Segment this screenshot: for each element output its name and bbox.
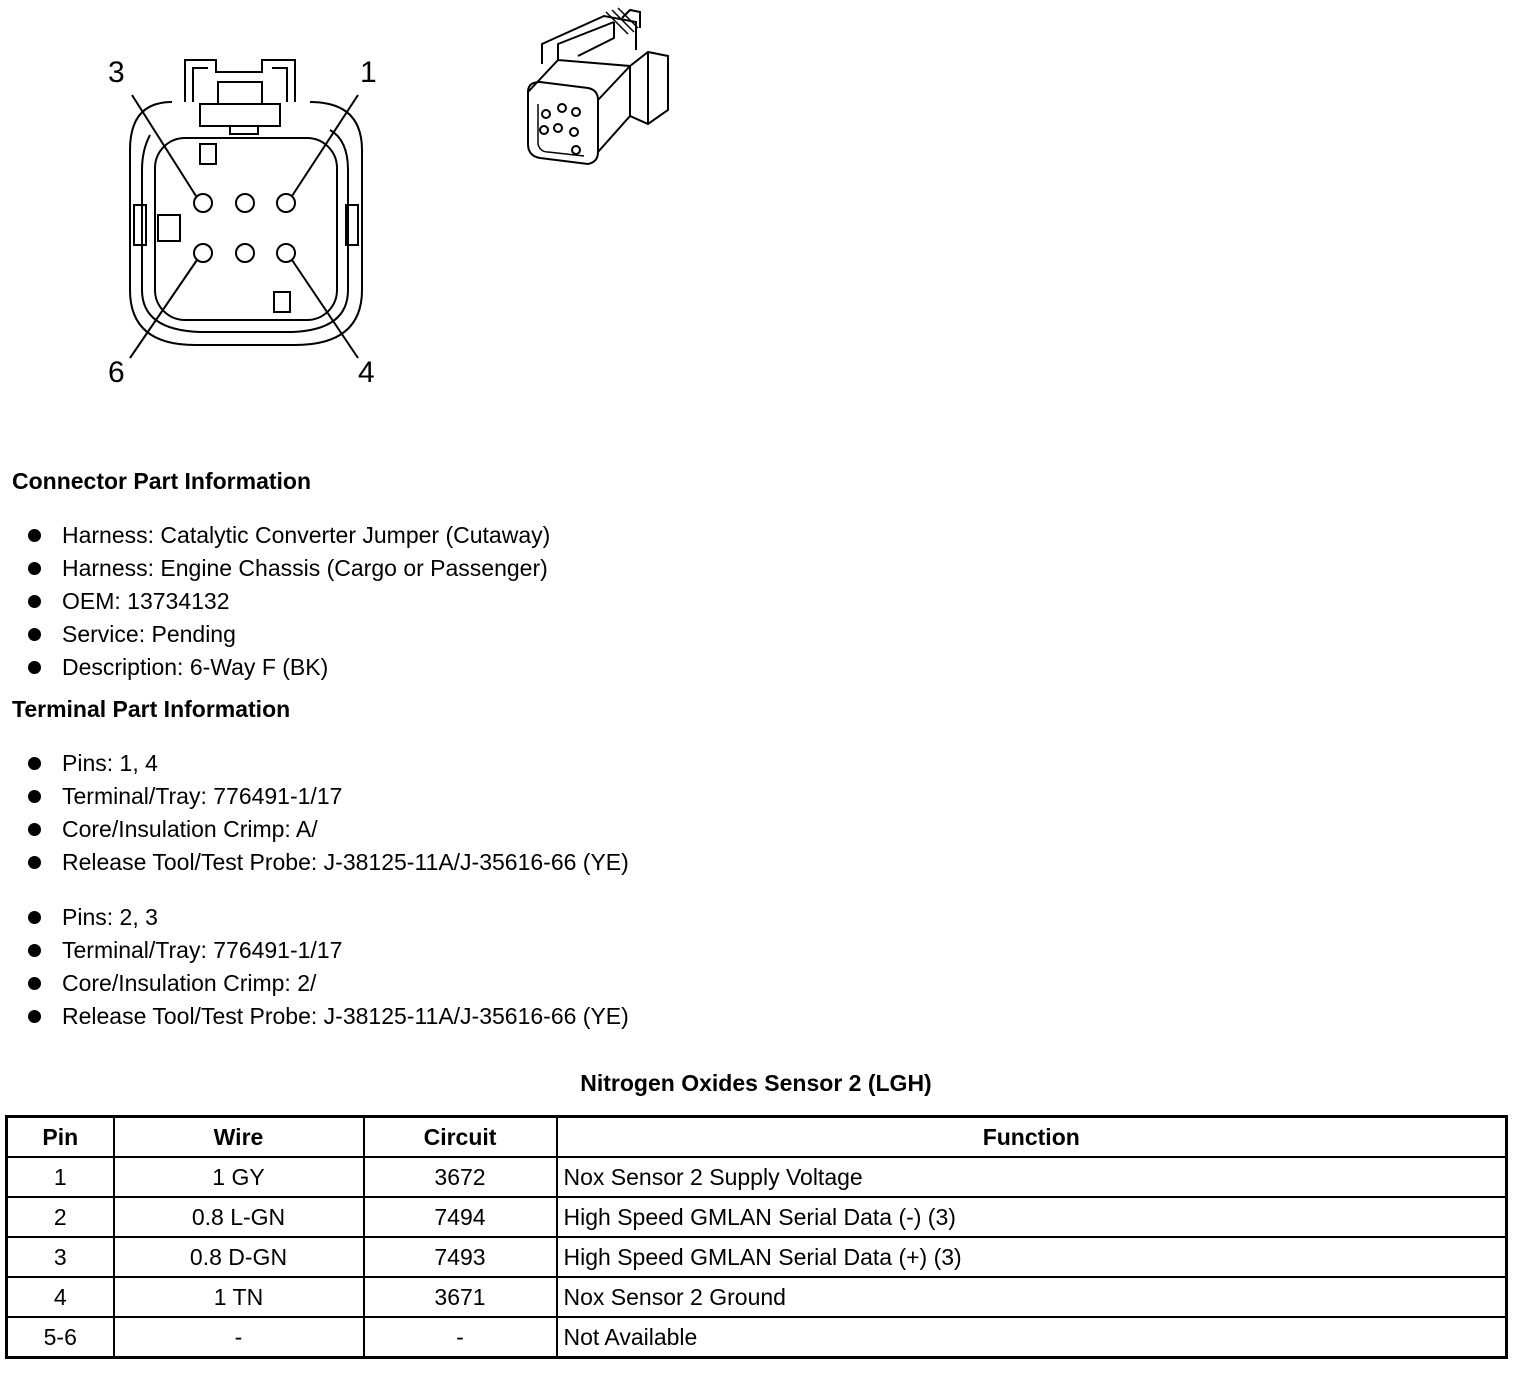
list-item: Release Tool/Test Probe: J-38125-11A/J-35616-66 (YE) bbox=[28, 1000, 629, 1033]
cell-pin: 5-6 bbox=[7, 1317, 114, 1358]
cell-function: High Speed GMLAN Serial Data (-) (3) bbox=[557, 1197, 1507, 1237]
terminal-info-list-2 bbox=[28, 901, 629, 1033]
list-item: Release Tool/Test Probe: J-38125-11A/J-35616-66 (YE) bbox=[28, 846, 629, 879]
list-item: Harness: Catalytic Converter Jumper (Cutaway) bbox=[28, 519, 550, 552]
cavity-5 bbox=[236, 244, 254, 262]
table-row bbox=[7, 1197, 1507, 1237]
bullet-icon bbox=[28, 977, 41, 990]
bullet-icon bbox=[28, 1010, 41, 1023]
cell-wire: 0.8 L-GN bbox=[114, 1197, 364, 1237]
connector-face-svg bbox=[90, 40, 410, 400]
cell-circuit: 3671 bbox=[364, 1277, 557, 1317]
terminal-info-title: Terminal Part Information bbox=[12, 696, 291, 722]
list-item: Core/Insulation Crimp: A/ bbox=[28, 813, 629, 846]
cell-function: Nox Sensor 2 Supply Voltage bbox=[557, 1157, 1507, 1197]
cell-wire: 1 TN bbox=[114, 1277, 364, 1317]
list-item: OEM: 13734132 bbox=[28, 585, 550, 618]
bullet-icon bbox=[28, 757, 41, 770]
cell-circuit: 3672 bbox=[364, 1157, 557, 1197]
connector-isometric-svg bbox=[518, 4, 678, 168]
cell-wire: 0.8 D-GN bbox=[114, 1237, 364, 1277]
list-item: Core/Insulation Crimp: 2/ bbox=[28, 967, 629, 1000]
pin-label-3: 3 bbox=[108, 56, 125, 89]
cell-pin: 1 bbox=[7, 1157, 114, 1197]
cell-circuit: - bbox=[364, 1317, 557, 1358]
header-pin: Pin bbox=[7, 1117, 114, 1158]
pin-label-1: 1 bbox=[360, 56, 377, 89]
cell-pin: 3 bbox=[7, 1237, 114, 1277]
bullet-icon bbox=[28, 628, 41, 641]
table-row bbox=[7, 1237, 1507, 1277]
header-circuit: Circuit bbox=[364, 1117, 557, 1158]
list-item: Terminal/Tray: 776491-1/17 bbox=[28, 934, 629, 967]
table-header-row bbox=[7, 1117, 1507, 1158]
bullet-icon bbox=[28, 911, 41, 924]
header-function: Function bbox=[557, 1117, 1507, 1158]
pin-label-6: 6 bbox=[108, 356, 125, 389]
bullet-icon bbox=[28, 595, 41, 608]
bullet-icon bbox=[28, 562, 41, 575]
list-item: Terminal/Tray: 776491-1/17 bbox=[28, 780, 629, 813]
bullet-icon bbox=[28, 944, 41, 957]
pinout-table-title: Nitrogen Oxides Sensor 2 (LGH) bbox=[580, 1070, 932, 1096]
bullet-icon bbox=[28, 856, 41, 869]
cell-circuit: 7494 bbox=[364, 1197, 557, 1237]
connector-info-list bbox=[28, 519, 550, 684]
cavity-3 bbox=[194, 194, 212, 212]
cell-pin: 4 bbox=[7, 1277, 114, 1317]
terminal-info-list-1 bbox=[28, 747, 629, 879]
cell-pin: 2 bbox=[7, 1197, 114, 1237]
header-wire: Wire bbox=[114, 1117, 364, 1158]
cavity-1 bbox=[277, 194, 295, 212]
cell-wire: 1 GY bbox=[114, 1157, 364, 1197]
bullet-icon bbox=[28, 790, 41, 803]
connector-isometric-illustration bbox=[518, 4, 678, 168]
list-item: Pins: 1, 4 bbox=[28, 747, 629, 780]
connector-face-diagram bbox=[90, 40, 410, 400]
bullet-icon bbox=[28, 529, 41, 542]
table-row bbox=[7, 1317, 1507, 1358]
cell-circuit: 7493 bbox=[364, 1237, 557, 1277]
list-item: Pins: 2, 3 bbox=[28, 901, 629, 934]
cell-function: High Speed GMLAN Serial Data (+) (3) bbox=[557, 1237, 1507, 1277]
list-item: Description: 6-Way F (BK) bbox=[28, 651, 550, 684]
table-row bbox=[7, 1277, 1507, 1317]
pinout-table bbox=[5, 1115, 1508, 1359]
cavity-6 bbox=[194, 244, 212, 262]
bullet-icon bbox=[28, 823, 41, 836]
list-item: Harness: Engine Chassis (Cargo or Passenger) bbox=[28, 552, 550, 585]
pin-label-4: 4 bbox=[358, 356, 375, 389]
cell-function: Nox Sensor 2 Ground bbox=[557, 1277, 1507, 1317]
list-item: Service: Pending bbox=[28, 618, 550, 651]
bullet-icon bbox=[28, 661, 41, 674]
cell-function: Not Available bbox=[557, 1317, 1507, 1358]
cavity-2 bbox=[236, 194, 254, 212]
connector-info-title: Connector Part Information bbox=[12, 468, 312, 494]
table-row bbox=[7, 1157, 1507, 1197]
cell-wire: - bbox=[114, 1317, 364, 1358]
cavity-4 bbox=[277, 244, 295, 262]
